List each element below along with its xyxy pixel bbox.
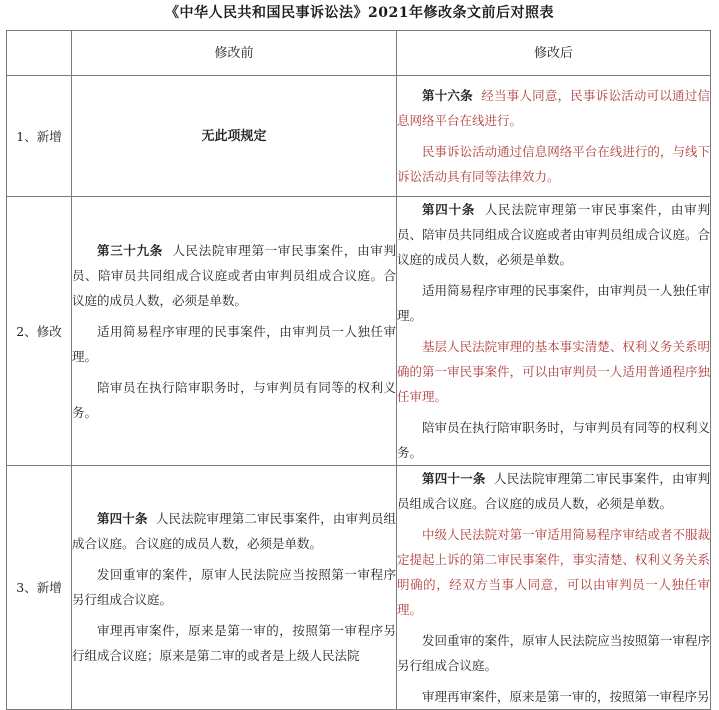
after-cell [397,197,711,466]
before-cell [72,76,397,197]
article-number: 第四十一条 [422,471,486,486]
after-paragraph: 审理再审案件，原来是第一审的，按照第一审程序另 [422,689,710,704]
before-paragraph: 审理再审案件，原来是第一审的，按照第一审程序另行组成合议庭；原来是第二审的或者是上级人民法院 [72,623,396,663]
after-paragraph [397,83,710,133]
document-title: 《中华人民共和国民事诉讼法》2021年修改条文前后对照表 [165,5,554,21]
before-paragraph [72,506,396,556]
article-number: 第四十条 [97,511,148,526]
before-paragraph [72,238,396,313]
added-text: 基层人民法院审理的基本事实清楚、权利义务关系明确的第一审民事案件，可以由审判员一人适用普通程序独任审理。 [397,339,710,404]
after-cell [397,76,711,197]
after-paragraph: 发回重审的案件，原审人民法院应当按照第一审程序另行组成合议庭。 [397,633,710,673]
paragraph-text: 人民法院审理第一审民事案件，由审判员、陪审员共同组成合议庭或者由审判员组成合议庭。合议庭的成员人数，必须是单数。 [72,242,396,308]
table-row [7,76,711,197]
after-paragraph: 适用简易程序审理的民事案件，由审判员一人独任审理。 [397,283,710,323]
article-number: 第四十条 [422,202,476,217]
article-number: 第三十九条 [97,242,163,258]
header-index [7,31,72,76]
paragraph-text: 人民法院审理第二审民事案件，由审判员组成合议庭。合议庭的成员人数，必须是单数。 [72,511,396,551]
table-header-row [7,31,711,76]
header-before: 修改前 [72,31,397,76]
added-text: 民事诉讼活动通过信息网络平台在线进行的，与线下诉讼活动具有同等法律效力。 [397,144,710,184]
before-paragraph: 陪审员在执行陪审职务时，与审判员有同等的权利义务。 [72,379,396,420]
table-row [7,197,711,466]
article-number: 第十六条 [422,88,473,103]
before-paragraph: 适用简易程序审理的民事案件，由审判员一人独任审理。 [72,323,396,364]
row-number: 1、新增 [7,76,72,197]
row-number: 3、新增 [7,466,72,710]
added-text: 经当事人同意，民事诉讼活动可以通过信息网络平台在线进行。 [397,88,710,128]
table-row [7,466,711,710]
no-provision-text: 无此项规定 [201,128,267,144]
header-after: 修改后 [397,31,711,76]
added-text: 中级人民法院对第一审适用简易程序审结或者不服裁定提起上诉的第二审民事案件，事实清楚、权利义务关系明确的，经双方当事人同意，可以由审判员一人独任审理。 [397,527,710,617]
paragraph-text: 人民法院审理第二审民事案件，由审判员组成合议庭。合议庭的成员人数，必须是单数。 [397,471,710,511]
after-paragraph: 陪审员在执行陪审职务时，与审判员有同等的权利义务。 [397,420,710,460]
after-cell [397,466,711,710]
after-paragraph [397,466,710,516]
before-paragraph: 发回重审的案件，原审人民法院应当按照第一审程序另行组成合议庭。 [72,567,396,607]
paragraph-text: 人民法院审理第一审民事案件，由审判员、陪审员共同组成合议庭或者由审判员组成合议庭。合议庭的成员人数，必须是单数。 [397,202,710,267]
row-number: 2、修改 [7,197,72,466]
after-paragraph [397,197,710,272]
comparison-table [6,30,711,710]
before-cell [72,197,397,466]
before-cell [72,466,397,710]
